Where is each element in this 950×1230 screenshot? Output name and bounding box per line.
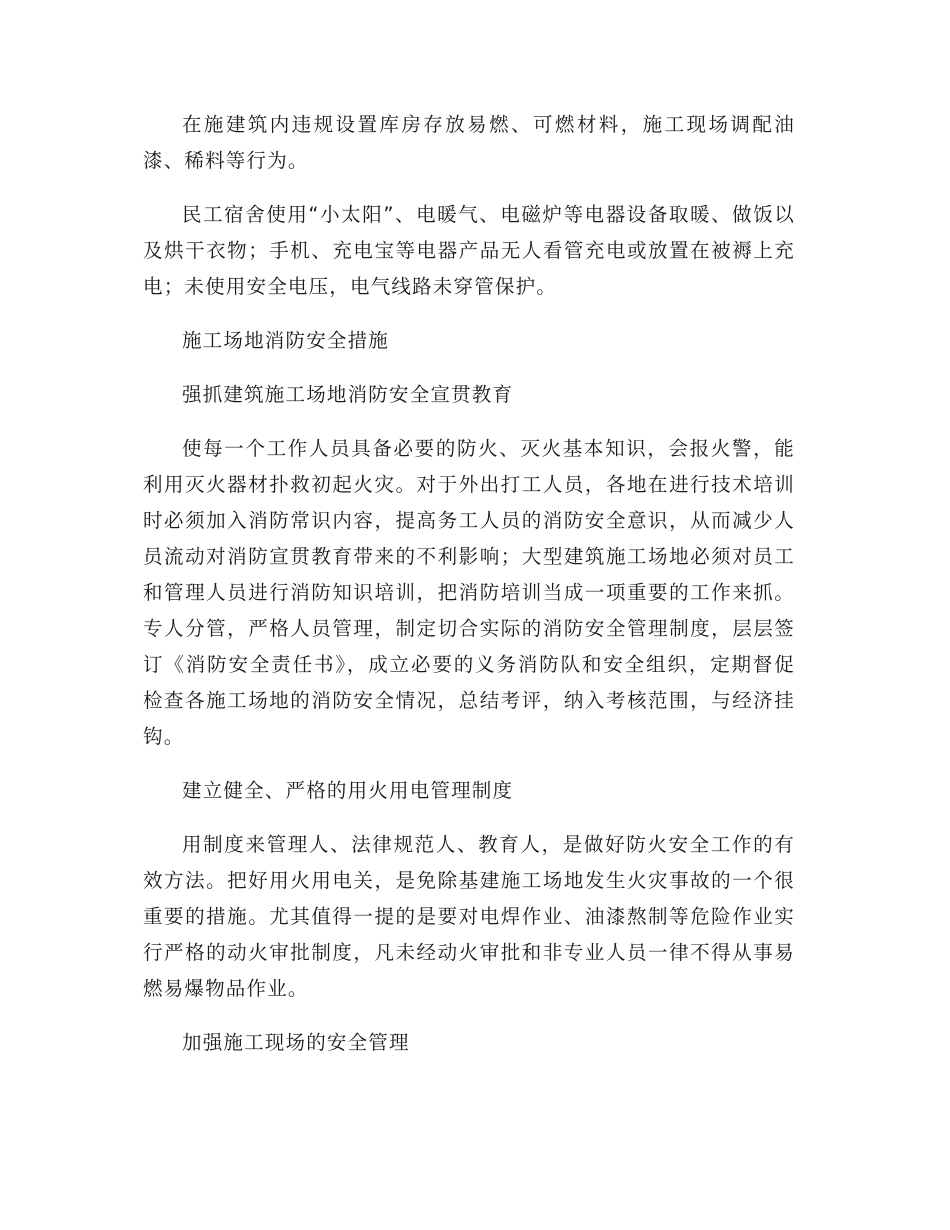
paragraph-safety-education: 使每一个工作人员具备必要的防火、灭火基本知识，会报火警，能利用灭火器材扑救初起火灾。对于外出打工人员，各地在进行技术培训时必须加入消防常识内容，提高务工人员的消防安全意识，从而减少人员流动对消防宣贯教育带来的不利影响；大型建筑施工场地必须对员工和管理人员进行消防知识培训，把消防培训当成一项重要的工作来抓。专人分管，严格人员管理，制定切合实际的消防安全管理制度，层层签订《消防安全责任书》，成立必要的义务消防队和安全组织，定期督促检查各施工场地的消防安全情况，总结考评，纳入考核范围，与经济挂钩。 (143, 437, 795, 748)
document-body (143, 107, 795, 1079)
paragraph-fire-electricity-rules: 用制度来管理人、法律规范人、教育人，是做好防火安全工作的有效方法。把好用火用电关，是免除基建施工场地发生火灾事故的一个很重要的措施。尤其值得一提的是要对电焊作业、油漆熬制等危险作业实行严格的动火审批制度，凡未经动火审批和非专业人员一律不得从事易燃易爆物品作业。 (143, 833, 795, 1000)
heading-site-safety-management: 加强施工现场的安全管理 (182, 1031, 410, 1054)
paragraph-dormitory-electrical: 民工宿舍使用“小太阳”、电暖气、电磁炉等电器设备取暖、做饭以及烘干衣物；手机、充电宝等电器产品无人看管充电或放置在被褥上充电；未使用安全电压，电气线路未穿管保护。 (143, 203, 795, 298)
heading-fire-electricity-rules: 建立健全、严格的用火用电管理制度 (182, 779, 514, 802)
heading-safety-education: 强抓建筑施工场地消防安全宣贯教育 (182, 383, 514, 406)
paragraph-warehouse-violation: 在施建筑内违规设置库房存放易燃、可燃材料，施工现场调配油漆、稀料等行为。 (143, 113, 795, 172)
heading-fire-safety-measures: 施工场地消防安全措施 (182, 329, 390, 352)
